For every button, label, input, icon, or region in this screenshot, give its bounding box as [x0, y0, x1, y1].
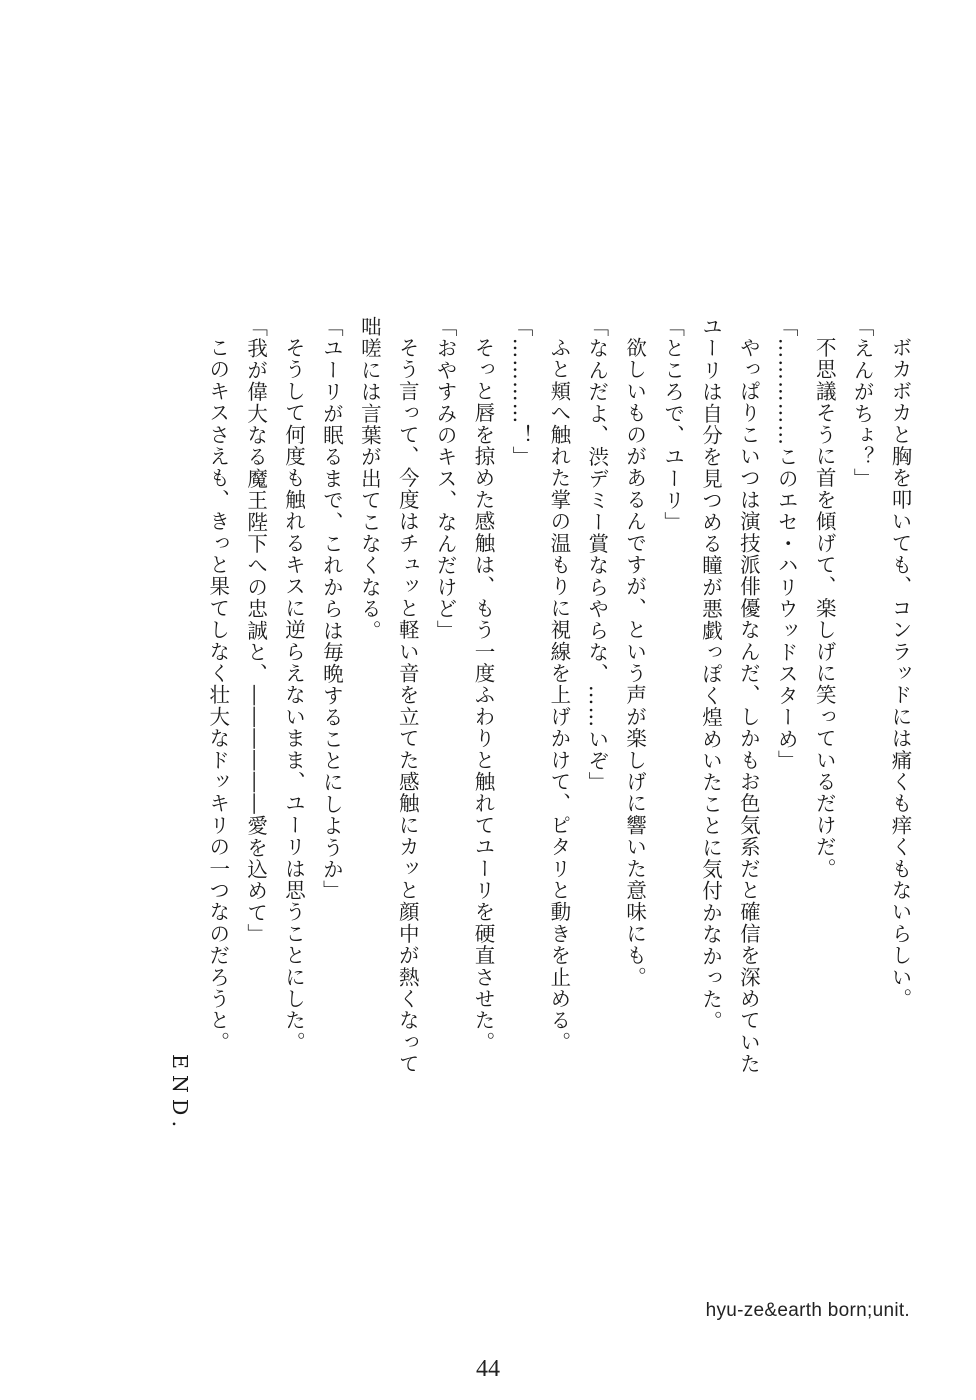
- text-line-3: 不思議そうに首を傾げて、楽しげに笑っているだけだ。: [812, 336, 837, 879]
- text-line-10: ふと頬へ触れた掌の温もりに視線を上げかけて、ピタリと動きを止める。: [546, 336, 571, 1053]
- text-line-18: 「我が偉大なる魔王陛下への忠誠と、――――――愛を込めて」: [243, 316, 268, 946]
- text-line-15: 咄嗟には言葉が出てこなくなる。: [357, 316, 382, 642]
- text-line-9: 「なんだよ、渋デミー賞ならやらな、……いぞ」: [584, 316, 609, 794]
- text-line-2: 「えんがちょ？」: [850, 316, 875, 490]
- text-line-19: このキスさえも、きっと果てしなく壮大なドッキリの一つなのだろうと。: [205, 336, 230, 1053]
- vertical-text-block: [148, 316, 918, 1136]
- end-mark: END.: [167, 1054, 192, 1134]
- text-line-12: そっと唇を掠めた感触は、もう一度ふわりと触れてユーリを硬直させた。: [471, 336, 496, 1053]
- text-line-11: 「…………！」: [508, 316, 533, 468]
- text-line-16: 「ユーリが眠るまで、これからは毎晩することにしようか」: [319, 316, 344, 902]
- text-line-6: ユーリは自分を見つめる瞳が悪戯っぽく煌めいたことに気付かなかった。: [698, 316, 723, 1033]
- text-line-4: 「……………このエセ・ハリウッドスターめ」: [774, 316, 799, 772]
- text-line-1: ボカボカと胸を叩いても、コンラッドには痛くも痒くもないらしい。: [888, 336, 912, 1010]
- text-line-8: 欲しいものがあるんですが、という声が楽しげに響いた意味にも。: [622, 336, 647, 988]
- circle-credit: hyu-ze&earth born;unit.: [705, 1300, 910, 1321]
- page-number: 44: [476, 1356, 500, 1382]
- text-line-7: 「ところで、ユーリ」: [660, 316, 685, 533]
- text-line-14: そう言って、今度はチュッと軽い音を立てた感触にカッと顔中が熱くなって: [395, 336, 420, 1075]
- text-line-13: 「おやすみのキス、なんだけど」: [433, 316, 458, 642]
- text-line-17: そうして何度も触れるキスに逆らえないまま、ユーリは思うことにした。: [281, 336, 306, 1053]
- text-line-5: やっぱりこいつは演技派俳優なんだ、しかもお色気系だと確信を深めていた: [736, 336, 761, 1075]
